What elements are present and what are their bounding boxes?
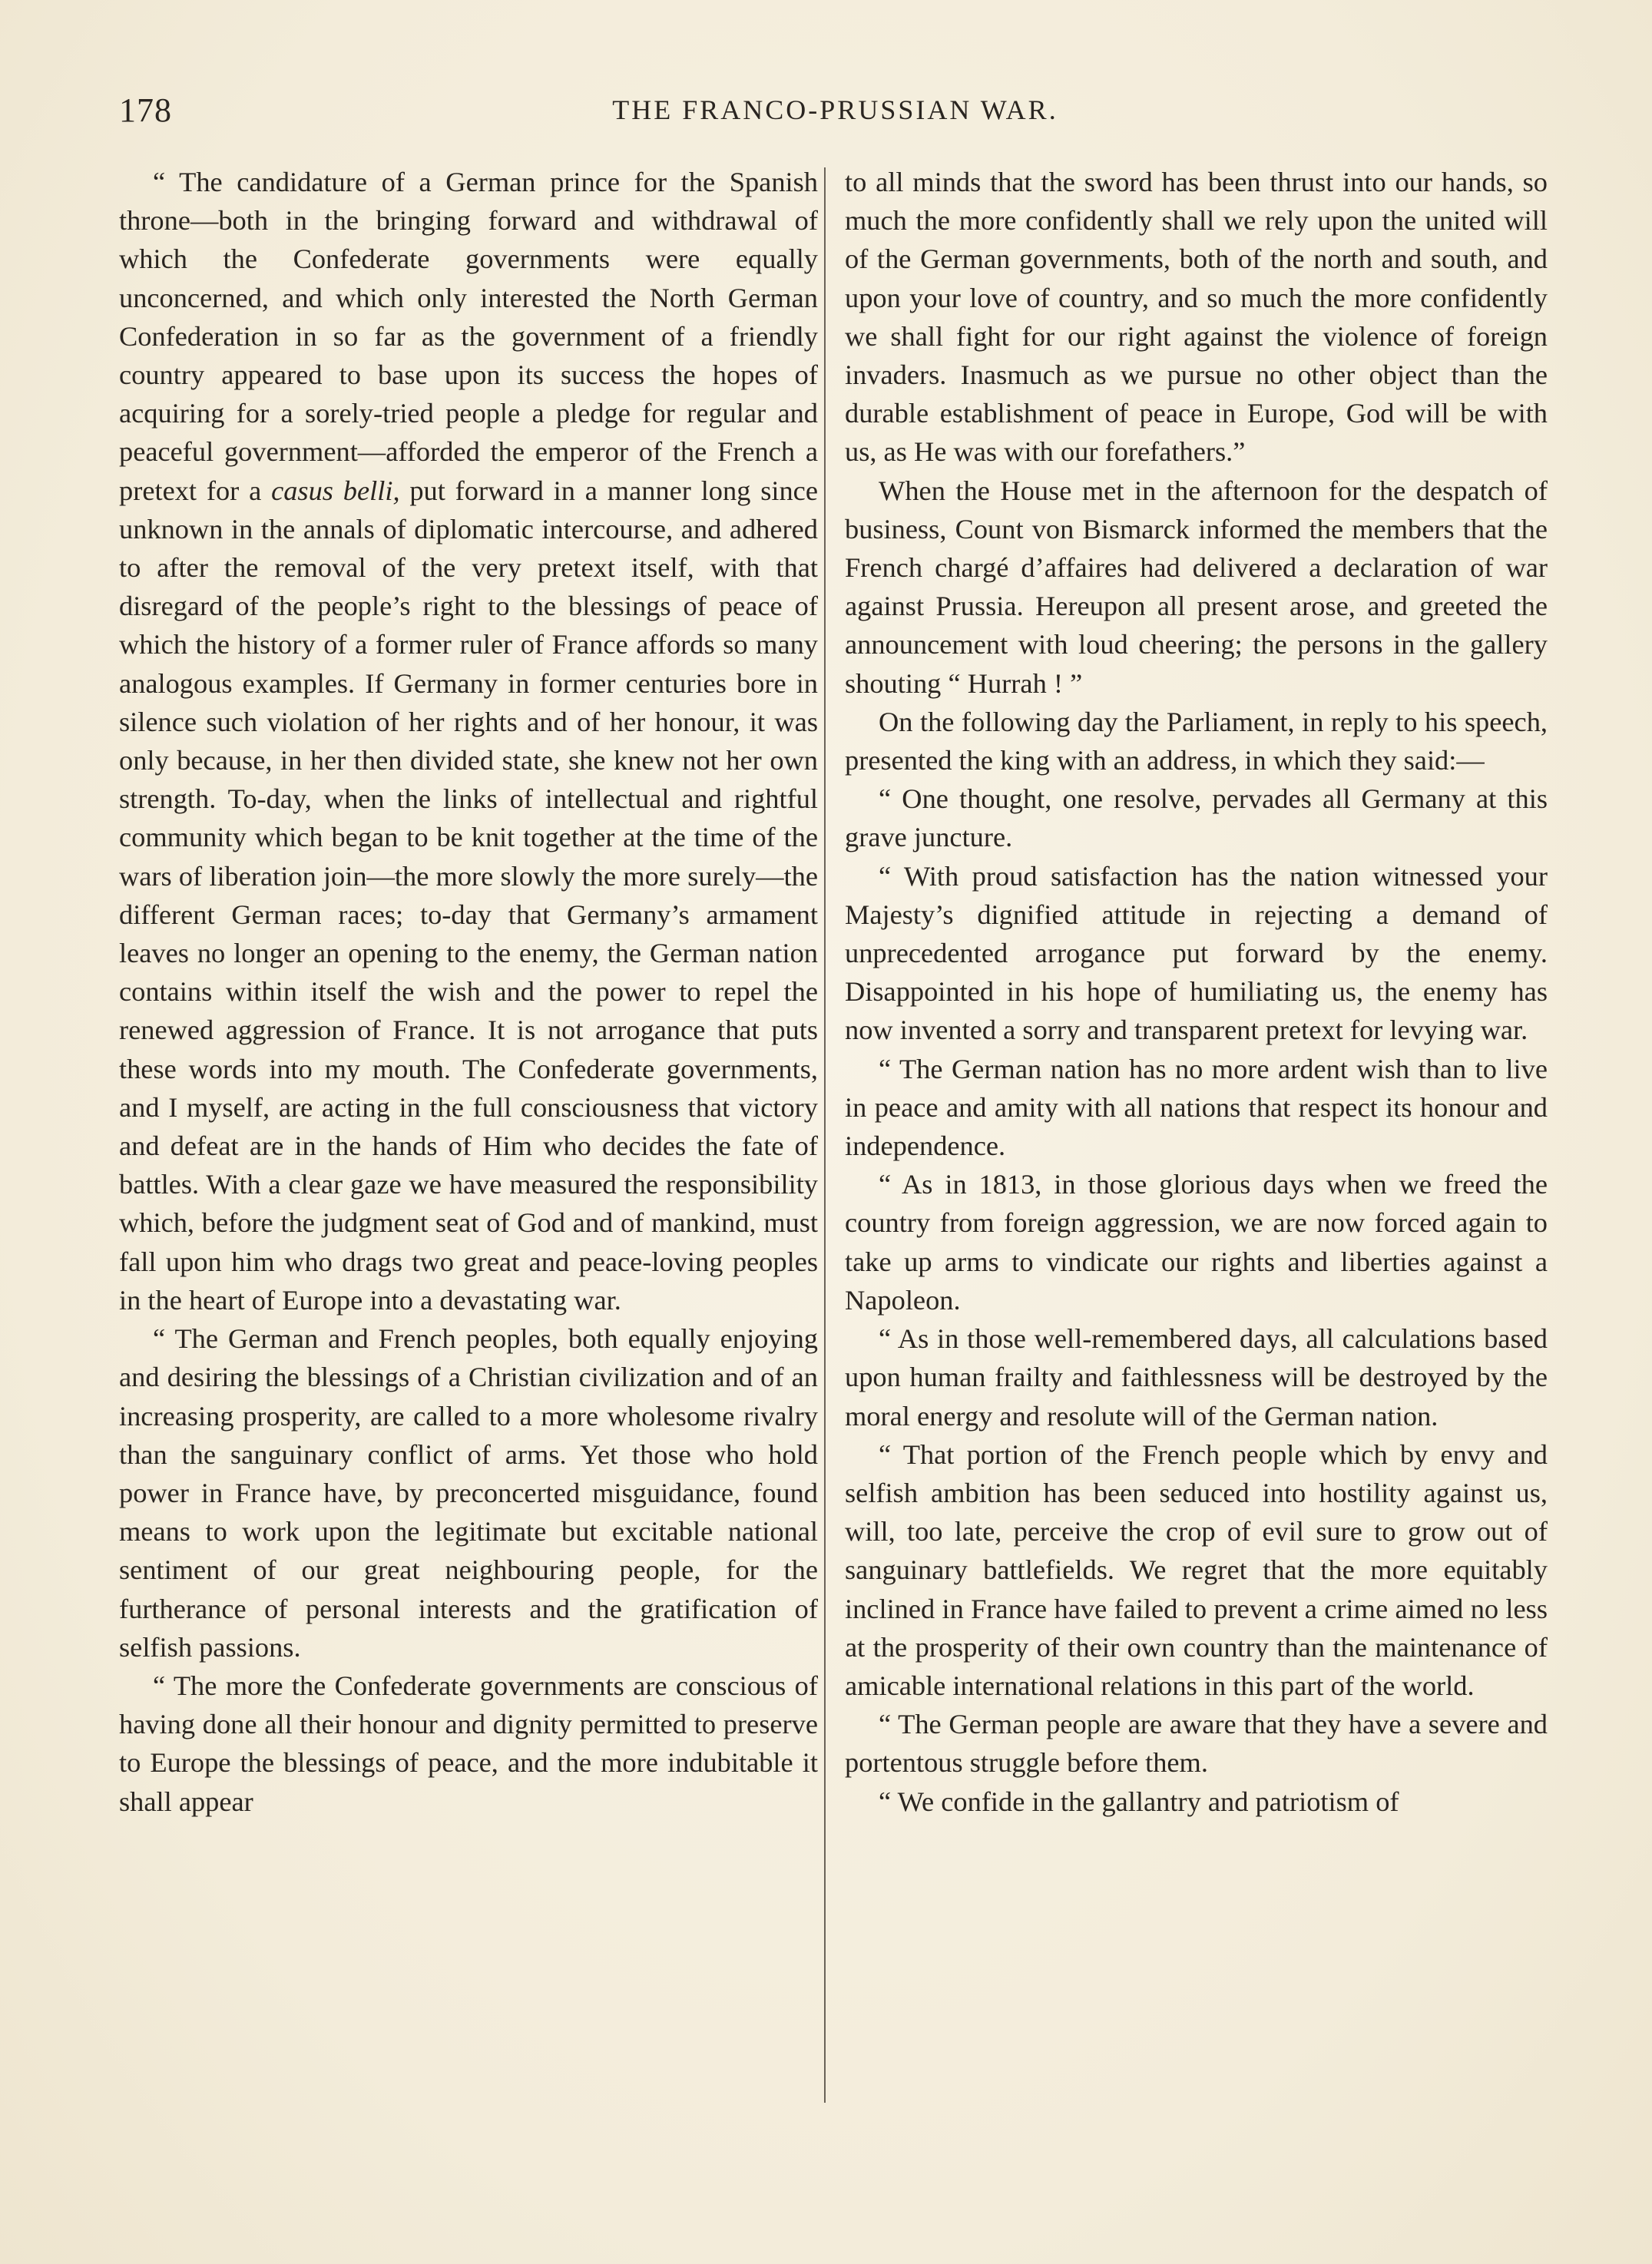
italic-phrase: casus belli, xyxy=(271,475,400,506)
left-column xyxy=(119,163,818,1821)
paragraph: When the House met in the afternoon for the despatch of business, Count von Bismarck informed the members that the French chargé d’affaires had delivered a declaration of war against Prussia. Hereupon all present arose, and greeted the announcement with loud cheering; the persons in the gallery shouting “ Hurrah ! ” xyxy=(845,475,1548,699)
running-title: THE FRANCO-PRUSSIAN WAR. xyxy=(612,94,1058,125)
paragraph: “ With proud satisfaction has the nation witnessed your Majesty’s dignified attitude in rejecting a demand of unprecedented arrogance put forward by the enemy. Disappointed in his hope of humiliating us, the enemy has now invented a sorry and transparent pretext for levying war. xyxy=(845,860,1548,1046)
right-column xyxy=(845,163,1548,1821)
paragraph: “ The German nation has no more ardent wish than to live in peace and amity with all nations that respect its honour and independence. xyxy=(845,1053,1548,1162)
paragraph: “ As in 1813, in those glorious days when we freed the country from foreign aggression, we are now forced again to take up arms to vindicate our rights and liberties against a Napoleon. xyxy=(845,1169,1548,1316)
paragraph: “ That portion of the French people which by envy and selfish ambition has been seduced into hostility against us, will, too late, perceive the crop of evil sure to grow out of sanguinary battlefields. We regret that the more equitably inclined in France have failed to prevent a crime aimed no less at the prosperity of their own country than the maintenance of amicable international relations in this part of the world. xyxy=(845,1438,1548,1701)
paragraph: “ The German people are aware that they have a severe and portentous struggle before them. xyxy=(845,1709,1548,1779)
page-header xyxy=(119,91,1551,137)
paragraph: On the following day the Parliament, in reply to his speech, presented the king with an address, in which they said:— xyxy=(845,706,1548,776)
paragraph: “ One thought, one resolve, pervades all Germany at this grave juncture. xyxy=(845,783,1548,853)
paragraph: “ The German and French peoples, both equally enjoying and desiring the blessings of a Christian civilization and of an increasing prosperity, are called to a more wholesome rivalry than the sanguinary conflict of arms. Yet those who hold power in France have, by preconcerted misguidance, found means to work upon the legitimate but excitable national sentiment of our great neighbouring people, for the furtherance of personal interests and the gratification of selfish passions. xyxy=(119,1323,818,1663)
paragraph-text-before-italic: “ The candidature of a German prince for the Spanish throne—both in the bringing forward and withdrawal of which the Confederate governments were equally unconcerned, and which only interested the North German Confederation in so far as the government of a friendly country appeared to base upon its success the hopes of acquiring for a sorely-tried people a pledge for regular and peaceful government—afforded the emperor of the French a pretext for a xyxy=(119,167,818,506)
column-divider xyxy=(824,167,826,2103)
paragraph-text-after-italic: put forward in a manner long since unknown in the annals of diplomatic intercourse, and adhered to after the removal of the very pretext itself, with that disregard of the people’s right to the blessings of peace of which the history of a former ruler of France affords so many analogous examples. If Germany in former centuries bore in silence such violation of her rights and of her honour, it was only because, in her then divided state, she knew not her own strength. To-day, when the links of intellectual and rightful community which began to be knit together at the time of the wars of liberation join—the more slowly the more surely—the different German races; to-day that Germany’s armament leaves no longer an opening to the enemy, the German nation contains within itself the wish and the power to repel the renewed aggression of France. It is not arrogance that puts these words into my mouth. The Confederate governments, and I myself, are acting in the full consciousness that victory and defeat are in the hands of Him who decides the fate of battles. With a clear gaze we have measured the responsibility which, before the judgment seat of God and of mankind, must fall upon him who drags two great and peace-loving peoples in the heart of Europe into a devastating war. xyxy=(119,475,818,1316)
paragraph: “ As in those well-remembered days, all calculations based upon human frailty and faithlessness will be destroyed by the moral energy and resolute will of the German nation. xyxy=(845,1323,1548,1432)
paragraph-continued: to all minds that the sword has been thrust into our hands, so much the more confidently shall we rely upon the united will of the German governments, both of the north and south, and upon your love of country, and so much the more confidently we shall fight for our right against the violence of foreign invaders. Inasmuch as we pursue no other object than the durable establishment of peace in Europe, God will be with us, as He was with our forefathers.” xyxy=(845,167,1548,468)
page-number: 178 xyxy=(119,91,172,129)
paragraph: “ The more the Confederate governments are conscious of having done all their honour and dignity permitted to preserve to Europe the blessings of peace, and the more indubitable it shall appear xyxy=(119,1670,818,1817)
paragraph xyxy=(119,163,818,1319)
paragraph: “ We confide in the gallantry and patriotism of xyxy=(879,1786,1399,1817)
